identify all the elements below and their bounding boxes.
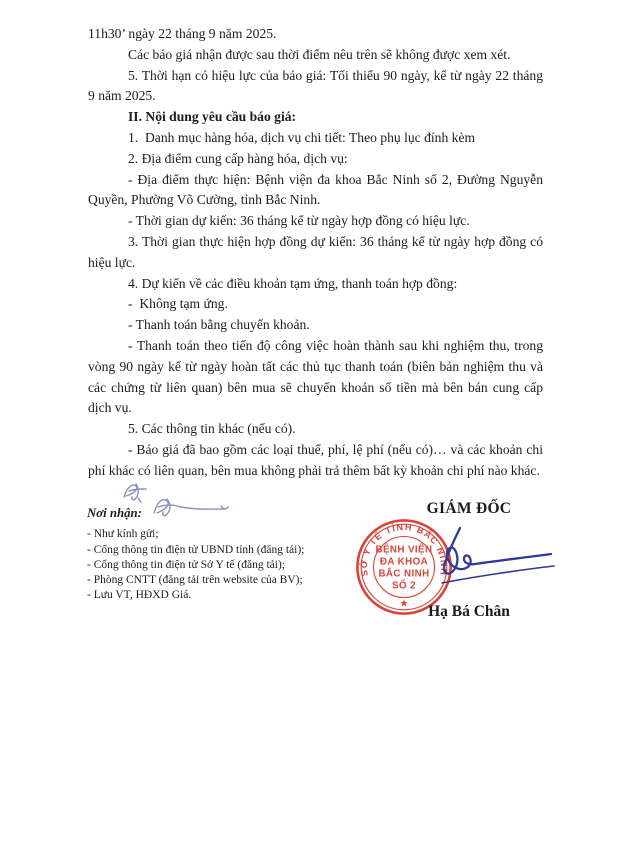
document-body: [88, 24, 543, 482]
recipient-item: - Phòng CNTT (đăng tải trên website của BV);: [87, 574, 303, 587]
recipient-item: - Lưu VT, HĐXD Giá.: [87, 589, 192, 602]
paragraph: - Địa điểm thực hiện: Bệnh viện đa khoa Bắc Ninh số 2, Đường Nguyễn Quyền, Phường Võ Cường, tỉnh Bắc Ninh.: [88, 171, 543, 208]
recipients-heading: Nơi nhận:: [87, 506, 142, 520]
paragraph: 2. Địa điểm cung cấp hàng hóa, dịch vụ:: [128, 150, 348, 166]
seal-center-line: BẮC NINH: [378, 568, 430, 580]
paragraph: Các báo giá nhận được sau thời điểm nêu trên sẽ không được xem xét.: [128, 46, 511, 62]
paragraph: - Thanh toán bằng chuyển khoản.: [128, 317, 310, 333]
paragraph: 5. Các thông tin khác (nếu có).: [128, 421, 296, 437]
paragraph: II. Nội dung yêu cầu báo giá:: [128, 109, 297, 125]
paragraph: - Thời gian dự kiến: 36 tháng kể từ ngày hợp đồng có hiệu lực.: [128, 213, 470, 229]
signer-name: Hạ Bá Chân: [428, 603, 510, 620]
paragraph: - Thanh toán theo tiến độ công việc hoàn thành sau khi nghiệm thu, trong vòng 90 ngày kể từ ngày hoàn tất các thủ tục thanh toán (biên bản nghiệm thu và các chứng từ liên quan) bên mua sẽ chuyển khoản số tiền mà bên bán cung cấp dịch vụ.: [88, 337, 543, 416]
seal-ring-text: SỞ Y TẾ TỈNH BẮC NINH: [358, 521, 450, 577]
seal-center-line: SỐ 2: [392, 580, 416, 592]
recipient-item: - Như kính gửi;: [87, 528, 159, 541]
director-title: GIÁM ĐỐC: [426, 500, 512, 517]
initials-paraph-icon: [147, 495, 235, 521]
recipients-list: [87, 527, 304, 603]
signature-stroke-icon: [423, 521, 558, 593]
paragraph: - Báo giá đã bao gồm các loại thuế, phí, lệ phí (nếu có)… và các khoản chi phí khác có liên quan, bên mua không phải trả thêm bất kỳ khoản chi phí nào khác.: [88, 441, 543, 478]
paragraph: 4. Dự kiến về các điều khoản tạm ứng, thanh toán hợp đồng:: [128, 275, 458, 291]
paragraph: - Không tạm ứng.: [128, 296, 228, 312]
paragraph: 1. Danh mục hàng hóa, dịch vụ chi tiết: Theo phụ lục đính kèm: [128, 129, 476, 145]
star-icon: ★: [399, 598, 409, 610]
paragraph: 11h30’ ngày 22 tháng 9 năm 2025.: [88, 26, 277, 41]
paragraph: 3. Thời gian thực hiện hợp đồng dự kiến: 36 tháng kể từ ngày hợp đồng có hiệu lực.: [88, 233, 543, 270]
recipient-item: - Cổng thông tin điện tử UBND tỉnh (đăng tải);: [87, 543, 305, 556]
seal-center-line: ĐA KHOA: [379, 556, 429, 568]
seal-center-line: BỆNH VIỆN: [375, 544, 433, 556]
recipient-item: - Cổng thông tin điện tử Sở Y tế (đăng tải);: [87, 558, 285, 571]
paragraph: 5. Thời hạn có hiệu lực của báo giá: Tối thiểu 90 ngày, kể từ ngày 22 tháng 9 năm 2025.: [88, 67, 543, 104]
